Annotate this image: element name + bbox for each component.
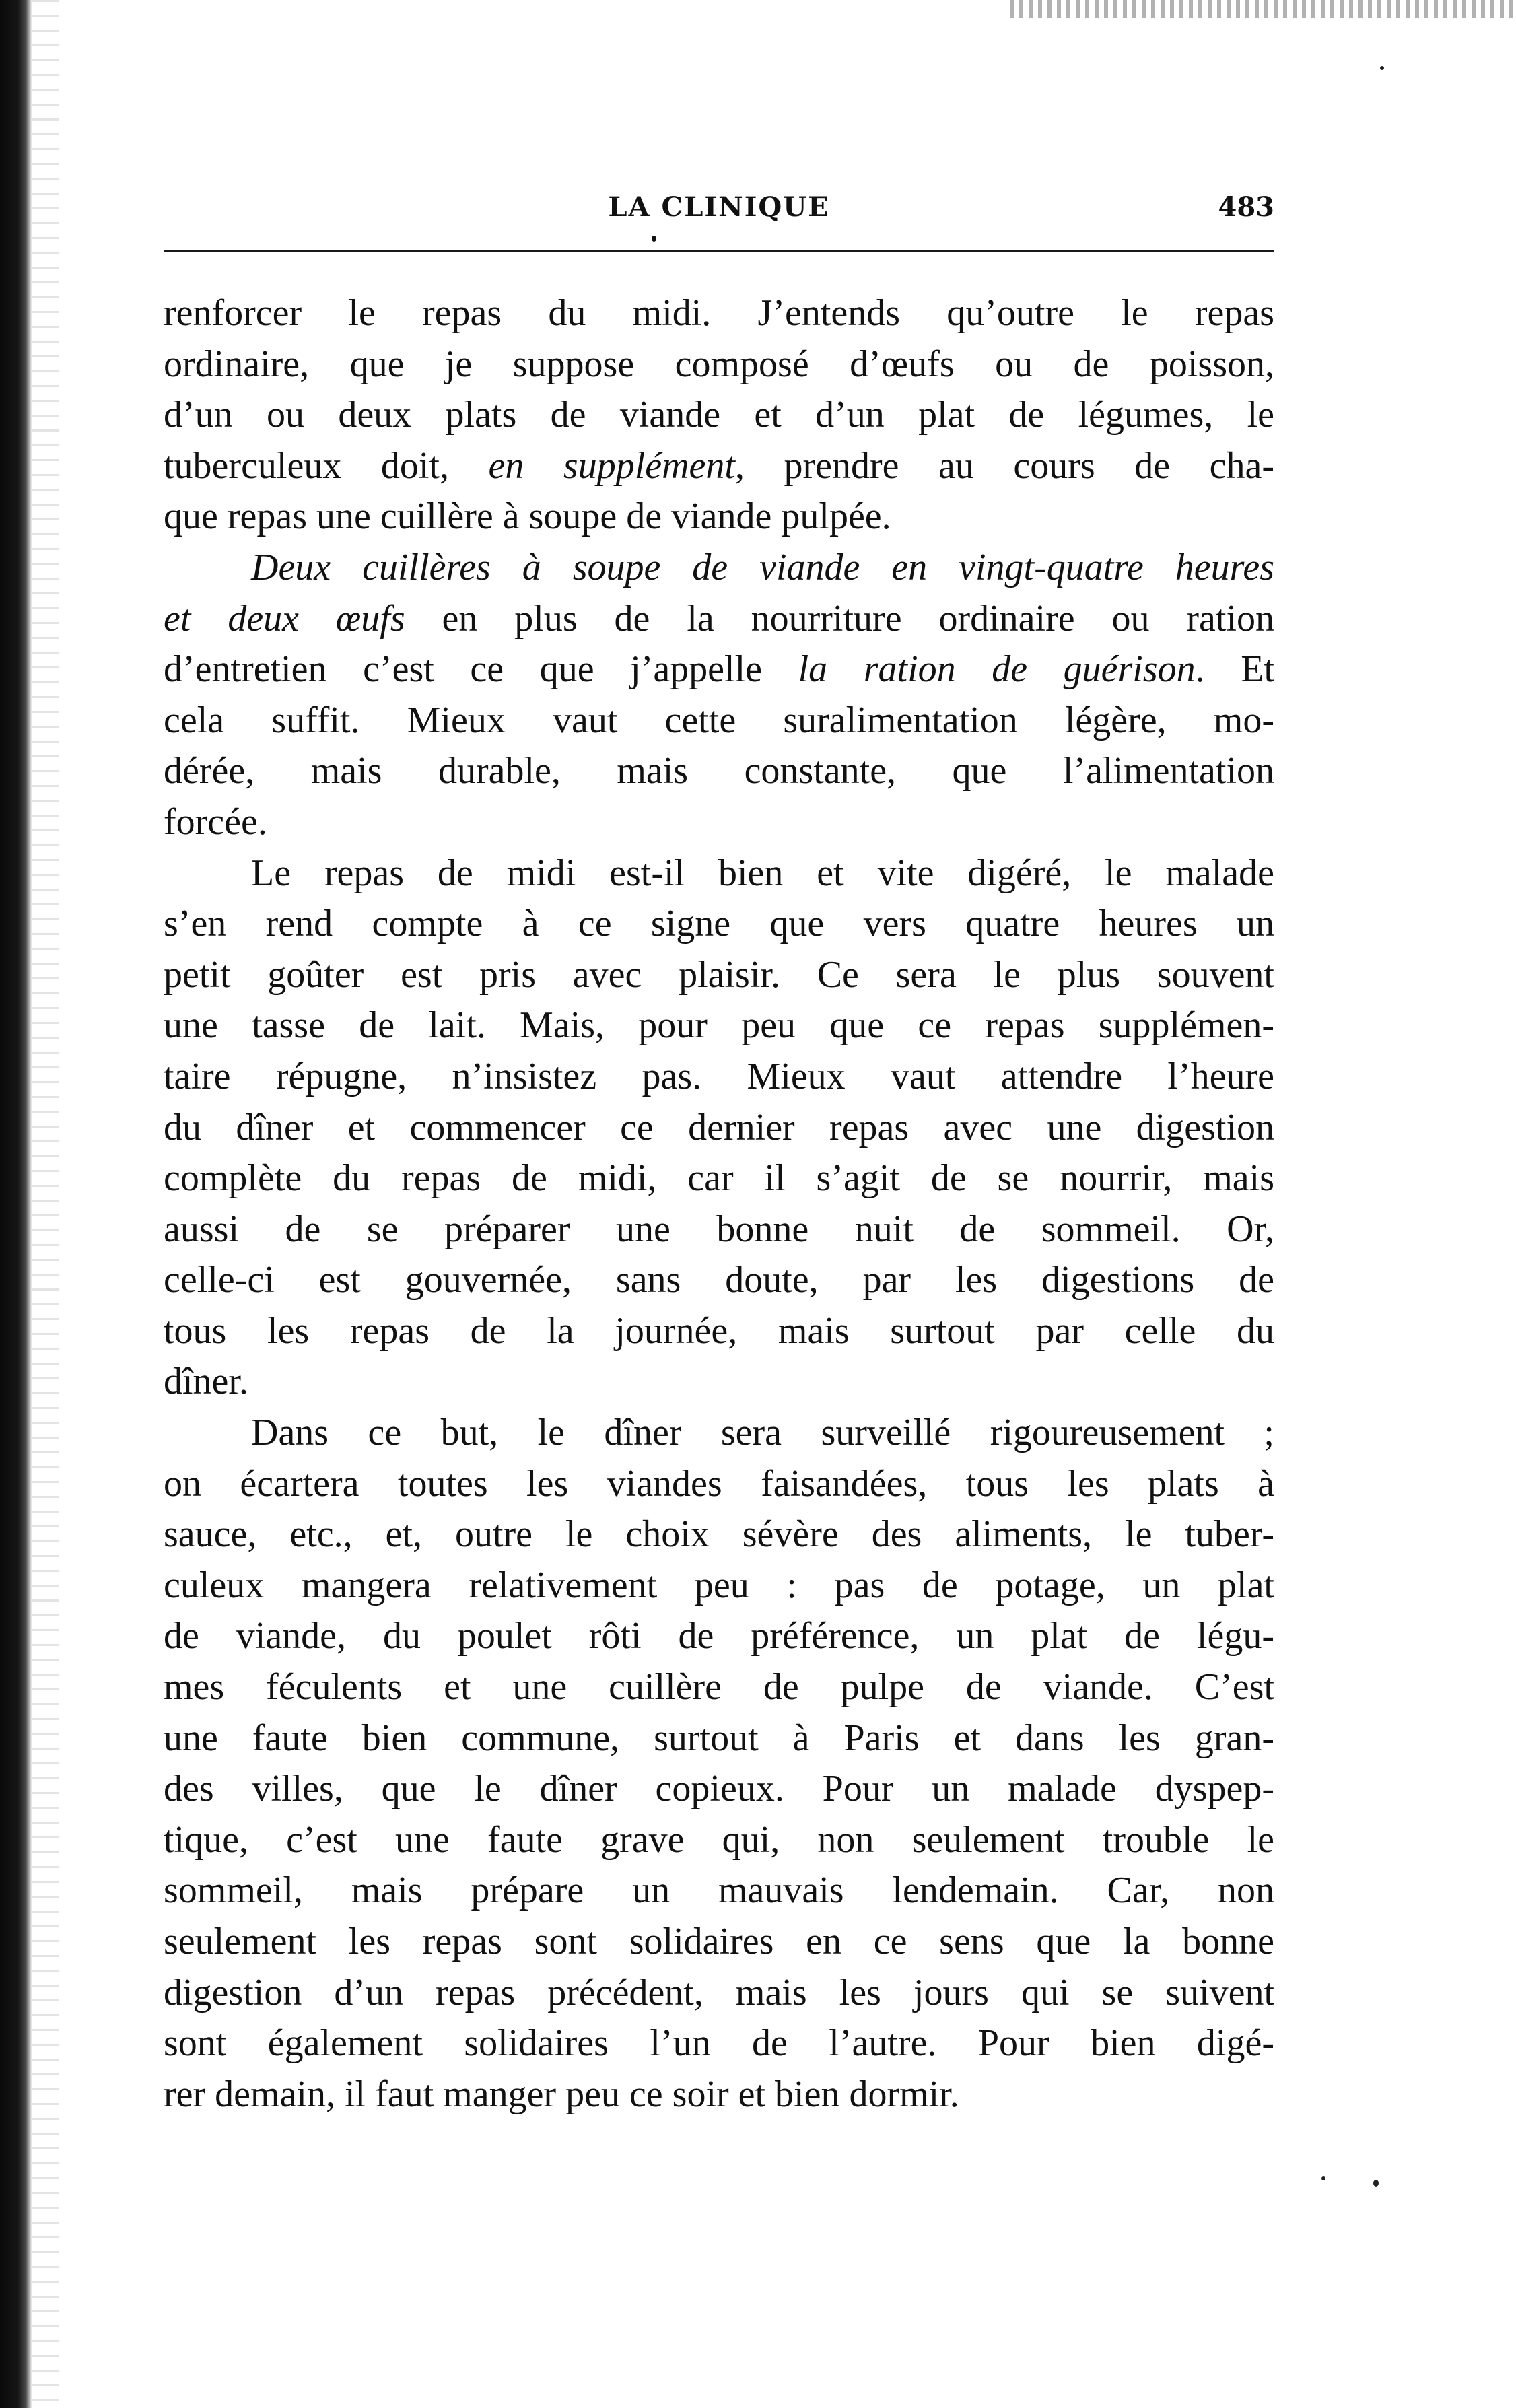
paragraph [164, 288, 1274, 543]
text-run: ordinaire, que je suppose composé d’œufs ou de poisson, [164, 343, 1274, 385]
text-run: tique, c’est une faute grave qui, non seulement trouble le [164, 1818, 1274, 1861]
text-run: une tasse de lait. Mais, pour peu que ce repas supplémen- [164, 1004, 1274, 1047]
text-run: forcée. [164, 800, 267, 843]
page-number: 483 [1218, 191, 1274, 223]
text-line [164, 1204, 1274, 1255]
text-run: dérée, mais durable, mais constante, que l’alimentation [164, 750, 1274, 792]
text-run: renforcer le repas du midi. J’entends qu’outre le repas [164, 292, 1274, 334]
text-line [164, 848, 1274, 899]
text-run: de viande, du poulet rôti de préférence, un plat de légu- [164, 1615, 1274, 1657]
text-run: sauce, etc., et, outre le choix sévère des aliments, le tuber- [164, 1513, 1274, 1556]
book-spine-shadow [0, 0, 32, 2408]
italic-text: et deux œufs [164, 597, 405, 640]
paragraph [164, 543, 1274, 848]
text-run: rer demain, il faut manger peu ce soir et bien dormir. [164, 2073, 959, 2115]
text-run: tous les repas de la journée, mais surtout par celle du [164, 1309, 1274, 1352]
text-line [164, 2018, 1274, 2069]
text-run: on écartera toutes les viandes faisandées, tous les plats à [164, 1462, 1274, 1505]
text-run: petit goûter est pris avec plaisir. Ce sera le plus souvent [164, 953, 1274, 996]
text-run: Le repas de midi est-il bien et vite digéré, le malade [251, 852, 1274, 894]
text-line [164, 1764, 1274, 1815]
scan-speck [1380, 66, 1384, 70]
italic-text: la ration de guérison [798, 648, 1196, 691]
text-line [164, 1255, 1274, 1306]
text-run: une faute bien commune, surtout à Paris et dans les gran- [164, 1717, 1274, 1759]
text-run: complète du repas de midi, car il s’agit de se nourrir, mais [164, 1157, 1274, 1200]
header-rule [164, 250, 1274, 252]
text-run: celle-ci est gouvernée, sans doute, par les digestions de [164, 1259, 1274, 1301]
italic-text: Deux cuillères à soupe de viande en vingt-quatre heures [251, 546, 1274, 588]
rule-ornament-dot [652, 236, 656, 242]
text-line [164, 543, 1274, 594]
text-line [164, 1356, 1274, 1408]
text-run: seulement les repas sont solidaires en ce sens que la bonne [164, 1921, 1274, 1962]
text-line [164, 339, 1274, 390]
text-line [164, 1509, 1274, 1560]
text-run: . Et [1195, 648, 1274, 691]
scan-margin-noise [32, 0, 59, 2408]
text-line [164, 1000, 1274, 1052]
text-run: que repas une cuillère à soupe de viande pulpée. [164, 495, 891, 538]
running-title: LA CLINIQUE [608, 191, 830, 223]
text-run: Dans ce but, le dîner sera surveillé rigoureusement ; [251, 1412, 1274, 1454]
text-line [164, 390, 1274, 441]
text-run: sommeil, mais prépare un mauvais lendemain. Car, non [164, 1869, 1274, 1912]
page-header [164, 187, 1274, 234]
text-line [164, 1815, 1274, 1866]
text-line [164, 695, 1274, 747]
text-line [164, 441, 1274, 492]
text-line [164, 1611, 1274, 1662]
text-run: en plus de la nourriture ordinaire ou ration [405, 597, 1275, 640]
text-run: du dîner et commencer ce dernier repas avec une digestion [164, 1106, 1274, 1148]
text-run: tuberculeux doit, [164, 444, 489, 487]
text-run: culeux mangera relativement peu : pas de potage, un plat [164, 1564, 1274, 1606]
text-run: aussi de se préparer une bonne nuit de sommeil. Or, [164, 1208, 1274, 1250]
text-line [164, 1153, 1274, 1204]
paragraph [164, 1408, 1274, 2120]
text-line [164, 644, 1274, 695]
text-line [164, 746, 1274, 797]
italic-text: en supplément [488, 444, 735, 487]
text-run: sont également solidaires l’un de l’autre. Pour bien digé- [164, 2022, 1274, 2065]
body-text [164, 288, 1274, 2120]
text-line [164, 1662, 1274, 1713]
text-run: taire répugne, n’insistez pas. Mieux vaut attendre l’heure [164, 1055, 1274, 1097]
text-line [164, 1408, 1274, 1459]
text-run: digestion d’un repas précédent, mais les jours qui se suivent [164, 1971, 1274, 2014]
text-line [164, 1052, 1274, 1103]
text-line [164, 1917, 1274, 1968]
text-line [164, 899, 1274, 950]
text-run: , prendre au cours de cha- [734, 444, 1274, 487]
text-run: d’entretien c’est ce que j’appelle [164, 648, 798, 691]
text-line [164, 797, 1274, 848]
text-line [164, 1560, 1274, 1612]
text-run: mes féculents et une cuillère de pulpe de viande. C’est [164, 1666, 1274, 1709]
scan-speck [1321, 2176, 1325, 2180]
scan-speck [1373, 2180, 1379, 2187]
text-line [164, 1865, 1274, 1917]
text-line [164, 1459, 1274, 1510]
text-run: s’en rend compte à ce signe que vers quatre heures un [164, 903, 1274, 945]
scan-top-noise [1010, 0, 1516, 18]
text-line [164, 1713, 1274, 1764]
text-run: d’un ou deux plats de viande et d’un plat de légumes, le [164, 394, 1274, 436]
text-line [164, 1306, 1274, 1357]
text-line [164, 288, 1274, 339]
text-line [164, 594, 1274, 645]
text-line [164, 950, 1274, 1001]
paragraph [164, 848, 1274, 1408]
text-line [164, 1968, 1274, 2019]
text-run: cela suffit. Mieux vaut cette suralimentation légère, mo- [164, 699, 1274, 741]
text-line [164, 491, 1274, 543]
text-run: dîner. [164, 1361, 248, 1403]
text-run: des villes, que le dîner copieux. Pour un malade dyspep- [164, 1768, 1274, 1810]
text-line [164, 1103, 1274, 1154]
text-line [164, 2069, 1274, 2121]
